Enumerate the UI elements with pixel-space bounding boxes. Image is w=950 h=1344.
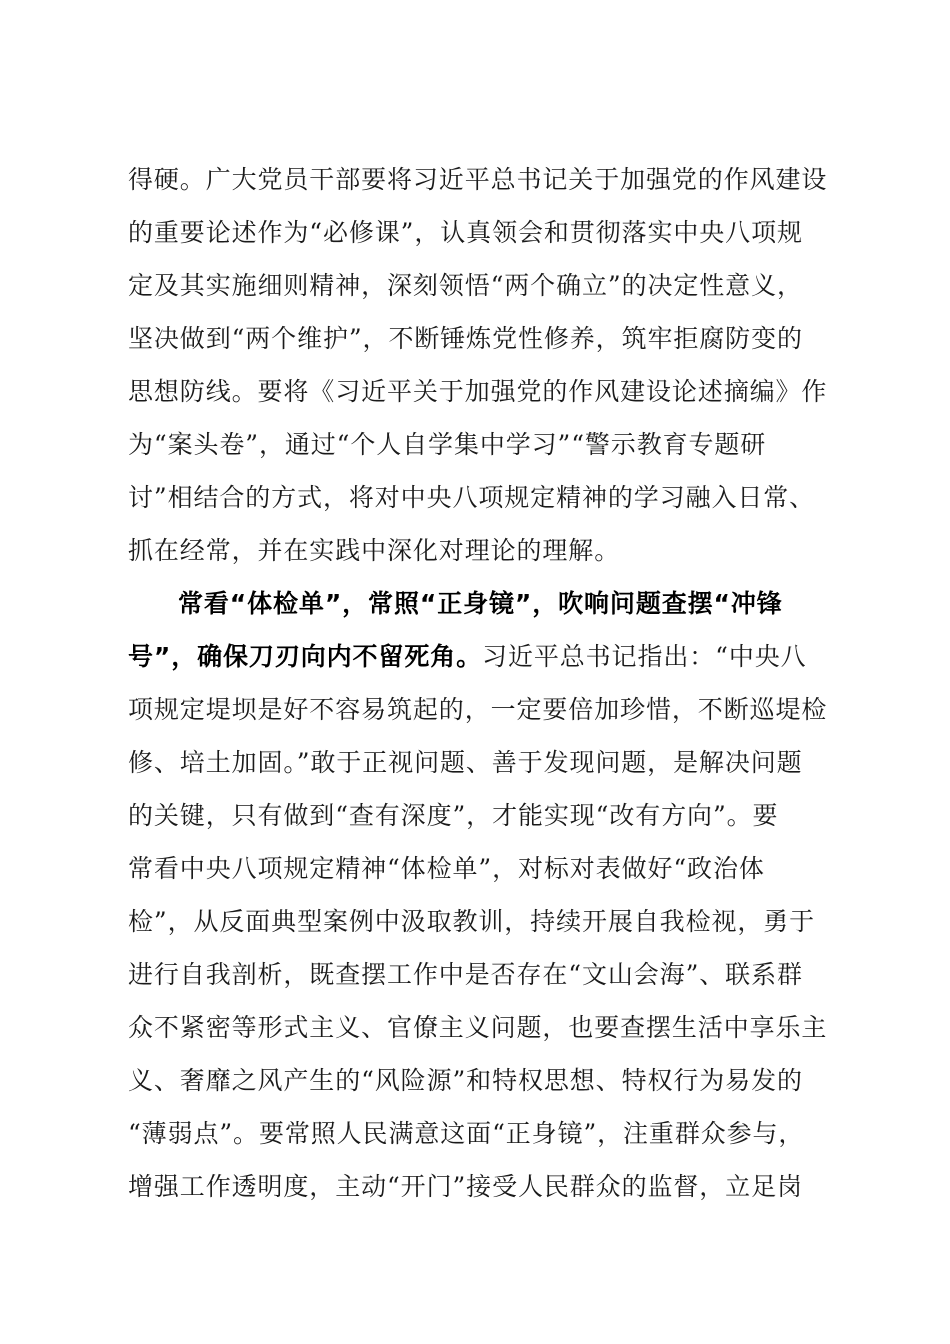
section-heading-line: 常看“体检单”，常照“正身镜”，吹响问题查摆“冲锋 bbox=[178, 589, 783, 618]
text-line: 为“案头卷”，通过“个人自学集中学习”“警示教育专题研 bbox=[128, 430, 767, 459]
text-line: 进行自我剖析，既查摆工作中是否存在“文山会海”、联系群 bbox=[128, 960, 803, 989]
text-line: 众不紧密等形式主义、官僚主义问题，也要查摆生活中享乐主 bbox=[128, 1013, 828, 1042]
text-line-mixed bbox=[128, 630, 828, 683]
text-line: 项规定堤坝是好不容易筑起的，一定要倍加珍惜，不断巡堤检 bbox=[128, 695, 828, 724]
text-line: 的重要论述作为“必修课”，认真领会和贯彻落实中央八项规 bbox=[128, 218, 803, 247]
text-line: 定及其实施细则精神，深刻领悟“两个确立”的决定性意义， bbox=[128, 271, 803, 300]
text-line: 常看中央八项规定精神“体检单”，对标对表做好“政治体 bbox=[128, 854, 765, 883]
section-heading-end: 号”，确保刀刃向内不留死角。 bbox=[128, 642, 483, 671]
text-line: 修、培土加固。”敢于正视问题、善于发现问题，是解决问题 bbox=[128, 748, 803, 777]
text-line: 抓在经常，并在实践中深化对理论的理解。 bbox=[128, 536, 621, 565]
text-line: “薄弱点”。要常照人民满意这面“正身镜”，注重群众参与， bbox=[128, 1119, 805, 1148]
paragraph-2 bbox=[128, 577, 828, 1213]
paragraph-1 bbox=[128, 153, 828, 577]
document-body bbox=[128, 153, 828, 1213]
text-fragment: 习近平总书记指出：“中央八 bbox=[482, 642, 807, 671]
text-line: 的关键，只有做到“查有深度”，才能实现“改有方向”。要 bbox=[128, 801, 779, 830]
text-line: 义、奢靡之风产生的“风险源”和特权思想、特权行为易发的 bbox=[128, 1066, 803, 1095]
text-line: 增强工作透明度，主动“开门”接受人民群众的监督，立足岗 bbox=[128, 1172, 803, 1201]
text-line: 得硬。广大党员干部要将习近平总书记关于加强党的作风建设 bbox=[128, 165, 828, 194]
text-line: 坚决做到“两个维护”，不断锤炼党性修养，筑牢拒腐防变的 bbox=[128, 324, 803, 353]
text-line: 思想防线。要将《习近平关于加强党的作风建设论述摘编》作 bbox=[128, 377, 828, 406]
text-line: 检”，从反面典型案例中汲取教训，持续开展自我检视，勇于 bbox=[128, 907, 816, 936]
text-line: 讨”相结合的方式，将对中央八项规定精神的学习融入日常、 bbox=[128, 483, 816, 512]
